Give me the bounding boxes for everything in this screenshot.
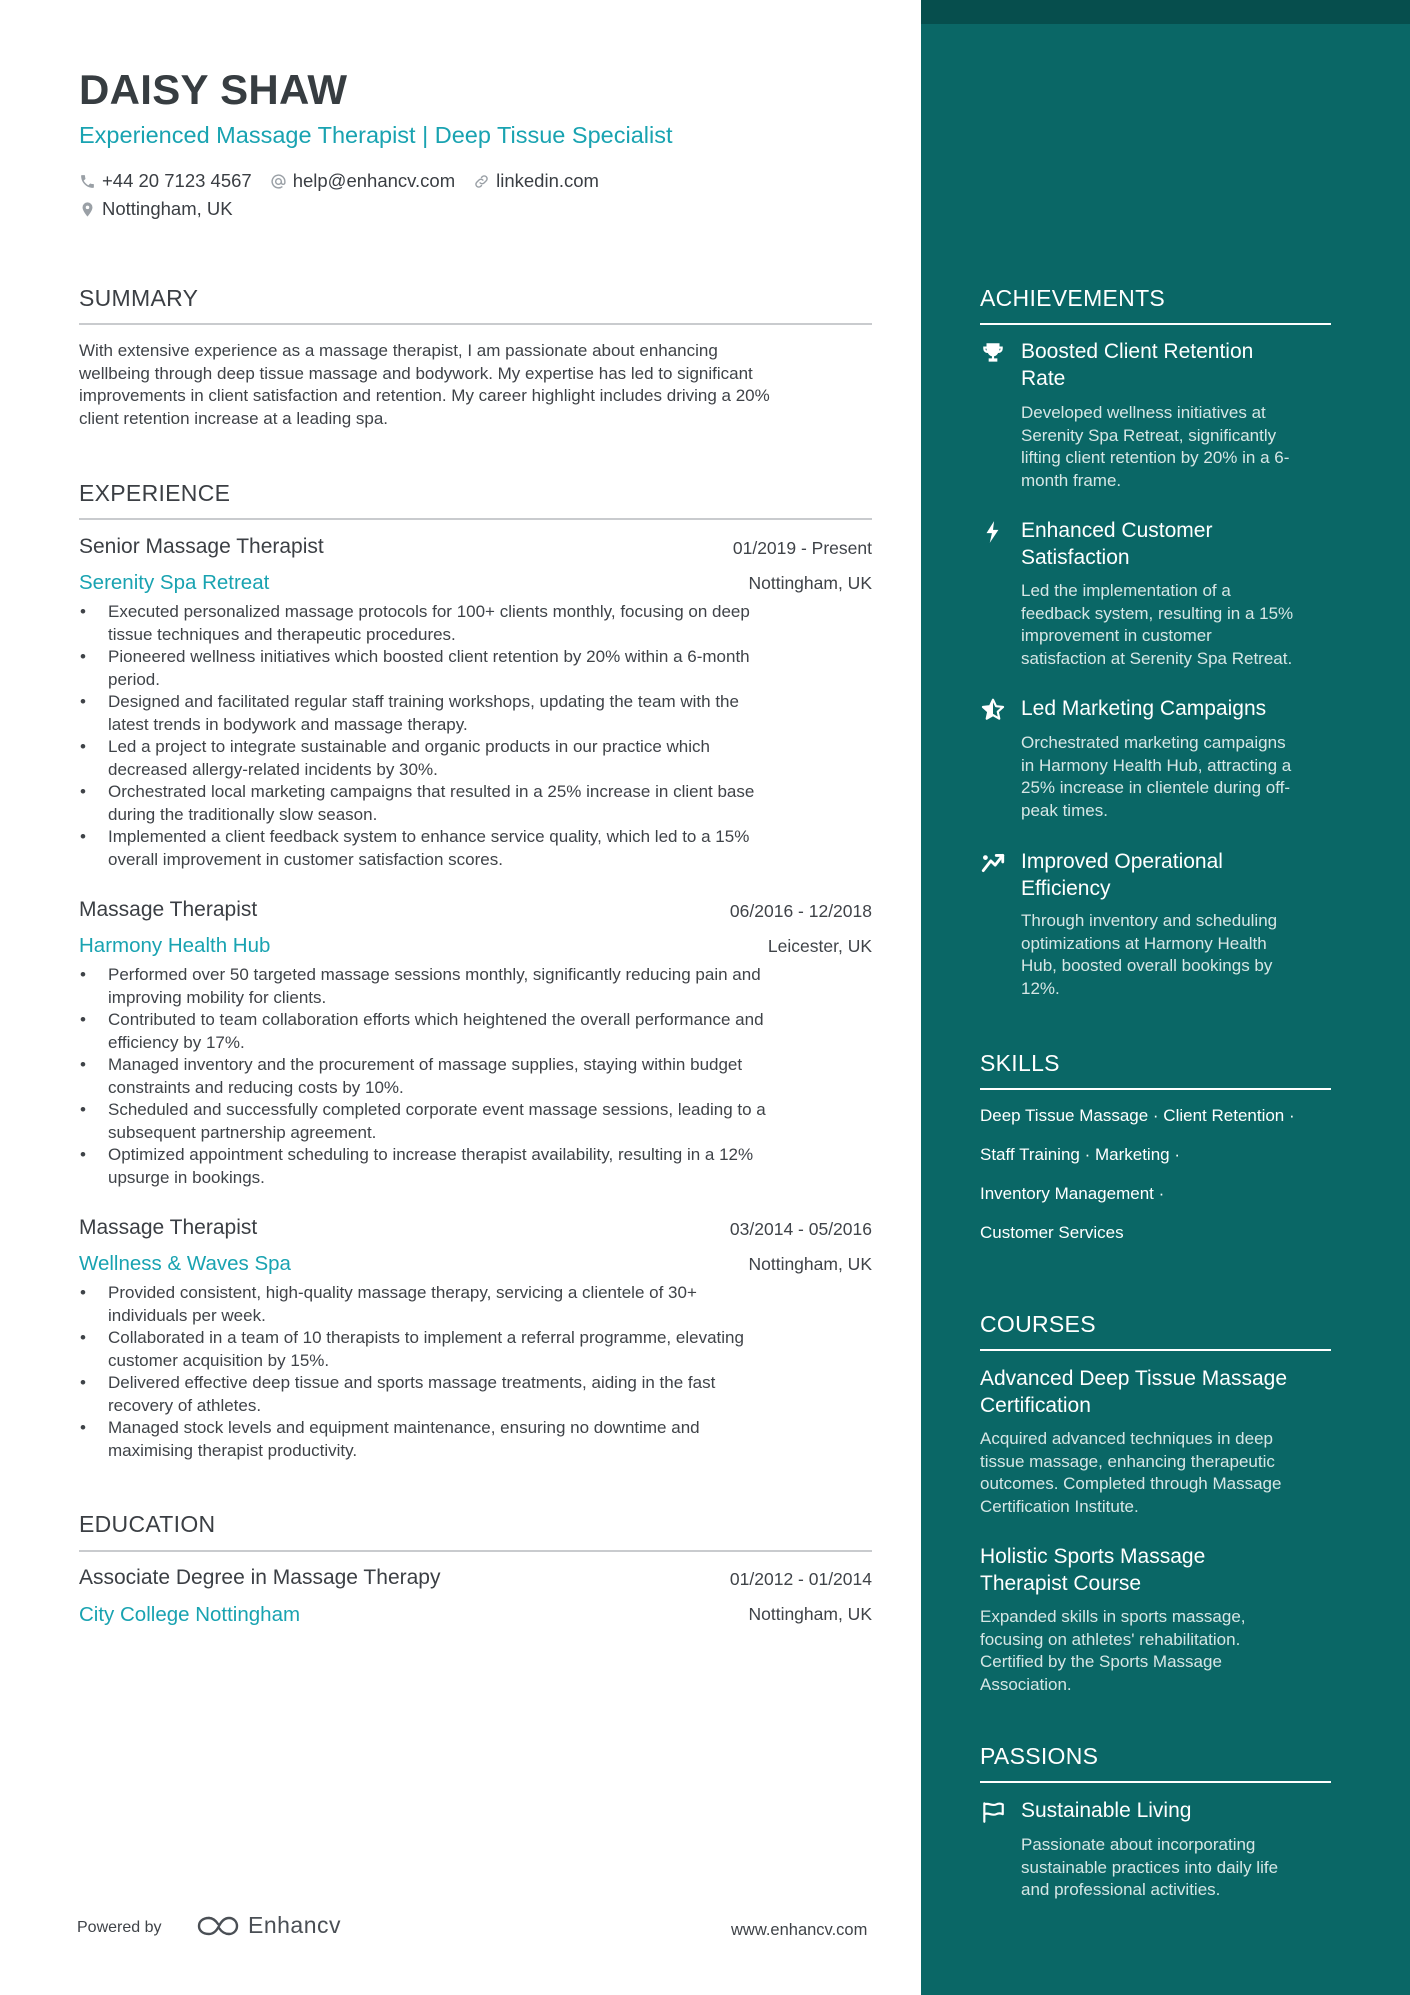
website-link[interactable]: www.enhancv.com	[731, 1921, 868, 1939]
job-bullet: • Delivered effective deep tissue and sports massage treatments, aiding in the fast recovery of athletes.	[79, 1372, 872, 1417]
enhancv-logo[interactable]	[196, 1912, 341, 1939]
job-location: Leicester, UK	[767, 936, 872, 956]
job-bullet: • Performed over 50 targeted massage sessions monthly, significantly reducing pain and improving mobility for clients.	[79, 964, 872, 1009]
summary-line: client retention increase at a leading spa.	[79, 408, 389, 428]
skills-line: Customer Services	[980, 1223, 1124, 1242]
passion-description: Passionate about incorporating sustainable practices into daily life and professional activities.	[1021, 1835, 1279, 1899]
job-dates: 01/2019 - Present	[732, 538, 872, 558]
job-bullet: • Executed personalized massage protocols for 100+ clients monthly, focusing on deep tissue techniques and therapeutic procedures.	[79, 601, 872, 646]
achievements-heading: ACHIEVEMENTS	[980, 285, 1166, 311]
passions-divider	[980, 1781, 1331, 1783]
phone-icon	[79, 173, 96, 190]
enhancv-logo-text: Enhancv	[248, 1912, 342, 1938]
job-bullet: • Contributed to team collaboration efforts which heightened the overall performance and efficiency by 17%.	[79, 1009, 872, 1054]
link-icon	[473, 173, 490, 190]
skills-line: Inventory Management ·	[980, 1184, 1165, 1203]
enhancv-logo-icon	[196, 1914, 240, 1938]
lightning-icon	[980, 519, 1006, 545]
job-title: Massage Therapist	[79, 1216, 258, 1239]
job-bullet: • Managed inventory and the procurement of massage supplies, staying within budget constraints and reducing costs by 10%.	[79, 1054, 872, 1099]
summary-text	[79, 340, 872, 430]
job-bullet: • Scheduled and successfully completed corporate event massage sessions, leading to a subsequent partnership agreement.	[79, 1099, 872, 1144]
job-dates: 06/2016 - 12/2018	[729, 901, 872, 921]
sidebar	[921, 0, 1410, 1995]
summary-line: wellbeing through deep tissue massage and bodywork. My expertise has led to significant	[79, 363, 753, 383]
skills-divider	[980, 1088, 1331, 1090]
job-bullet: • Pioneered wellness initiatives which boosted client retention by 20% within a 6-month period.	[79, 646, 872, 691]
achievements-divider	[980, 323, 1331, 325]
summary-divider	[79, 323, 872, 325]
at-icon	[270, 173, 287, 190]
course-description: Expanded skills in sports massage, focusing on athletes' rehabilitation. Certified by the Sports Massage Association.	[980, 1607, 1246, 1694]
course-title: Advanced Deep Tissue Massage Certification	[980, 1367, 1288, 1417]
contact-email	[270, 170, 455, 192]
powered-by-label: Powered by	[77, 1919, 162, 1936]
achievement-title: Enhanced Customer Satisfaction	[1021, 519, 1213, 569]
experience-heading: EXPERIENCE	[79, 480, 231, 506]
skills-heading: SKILLS	[980, 1050, 1060, 1076]
achievement-description: Developed wellness initiatives at Serenity Spa Retreat, significantly lifting client retention by 20% in a 6- month frame.	[1021, 403, 1290, 490]
experience-divider	[79, 518, 872, 520]
job-title: Massage Therapist	[79, 898, 258, 921]
job-bullet: • Implemented a client feedback system to enhance service quality, which led to a 15% overall improvement in customer satisfaction scores.	[79, 826, 872, 871]
job-company[interactable]: Harmony Health Hub	[79, 934, 271, 957]
job-company[interactable]: Serenity Spa Retreat	[79, 571, 270, 594]
job-bullet: • Designed and facilitated regular staff training workshops, updating the team with the latest trends in bodywork and massage therapy.	[79, 691, 872, 736]
job-bullet: • Provided consistent, high-quality massage therapy, servicing a clientele of 30+ individuals per week.	[79, 1282, 872, 1327]
passions-heading: PASSIONS	[980, 1743, 1099, 1769]
job-bullet: • Optimized appointment scheduling to increase therapist availability, resulting in a 12% upsurge in bookings.	[79, 1144, 872, 1189]
school-name[interactable]: City College Nottingham	[79, 1603, 301, 1626]
summary-heading: SUMMARY	[79, 285, 199, 311]
contact-row	[79, 170, 617, 192]
courses-heading: COURSES	[980, 1311, 1096, 1337]
location-text: Nottingham, UK	[102, 198, 233, 219]
achievement-title: Led Marketing Campaigns	[1021, 697, 1267, 720]
sidebar-top-band	[921, 0, 1410, 24]
education-heading: EDUCATION	[79, 1511, 216, 1537]
job-location: Nottingham, UK	[748, 573, 872, 593]
job-company[interactable]: Wellness & Waves Spa	[79, 1252, 291, 1275]
education-divider	[79, 1550, 872, 1552]
job-bullets	[79, 601, 872, 871]
school-location: Nottingham, UK	[748, 1604, 872, 1624]
job-bullets	[79, 1282, 872, 1462]
flag-icon	[980, 1799, 1006, 1825]
linkedin-link[interactable]: linkedin.com	[496, 170, 599, 191]
passion-title: Sustainable Living	[1021, 1799, 1192, 1822]
candidate-title: Experienced Massage Therapist | Deep Tissue Specialist	[79, 122, 673, 148]
contact-location	[79, 198, 233, 220]
trend-icon	[980, 850, 1006, 876]
achievement-description: Led the implementation of a feedback system, resulting in a 15% improvement in customer satisfaction at Serenity Spa Retreat.	[1021, 581, 1294, 668]
summary-line: improvements in client satisfaction and retention. My career highlight includes driving a 20%	[79, 386, 770, 405]
location-pin-icon	[79, 201, 96, 218]
degree-title: Associate Degree in Massage Therapy	[79, 1566, 441, 1589]
course-description: Acquired advanced techniques in deep tissue massage, enhancing therapeutic outcomes. Completed through Massage Certification Institute.	[980, 1429, 1282, 1516]
job-bullet: • Led a project to integrate sustainable and organic products in our practice which decreased allergy-related incidents by 30%.	[79, 736, 872, 781]
contact-linkedin	[473, 170, 599, 192]
job-location: Nottingham, UK	[748, 1254, 872, 1274]
skills-line: Deep Tissue Massage · Client Retention ·	[980, 1106, 1295, 1125]
phone-text[interactable]: +44 20 7123 4567	[102, 170, 252, 191]
skills-line: Staff Training · Marketing ·	[980, 1145, 1180, 1164]
email-link[interactable]: help@enhancv.com	[292, 170, 456, 191]
achievement-title: Improved Operational Efficiency	[1021, 850, 1223, 900]
candidate-name: DAISY SHAW	[79, 66, 348, 113]
contact-row-2	[79, 198, 251, 220]
job-bullet: • Orchestrated local marketing campaigns that resulted in a 25% increase in client base during the traditionally slow season.	[79, 781, 872, 826]
contact-phone	[79, 170, 252, 192]
courses-divider	[980, 1349, 1331, 1351]
achievement-title: Boosted Client Retention Rate	[1021, 340, 1254, 390]
achievement-description: Through inventory and scheduling optimizations at Harmony Health Hub, boosted overall bookings by 12%.	[1021, 911, 1278, 998]
job-bullet: • Collaborated in a team of 10 therapists to implement a referral programme, elevating customer acquisition by 15%.	[79, 1327, 872, 1372]
trophy-icon	[980, 340, 1006, 366]
job-bullets	[79, 964, 872, 1189]
job-bullet: • Managed stock levels and equipment maintenance, ensuring no downtime and maximising therapist productivity.	[79, 1417, 872, 1462]
star-icon	[980, 697, 1006, 723]
job-title: Senior Massage Therapist	[79, 535, 324, 558]
summary-line: With extensive experience as a massage therapist, I am passionate about enhancing	[79, 341, 718, 360]
education-dates: 01/2012 - 01/2014	[729, 1569, 872, 1589]
job-dates: 03/2014 - 05/2016	[729, 1219, 872, 1239]
achievement-description: Orchestrated marketing campaigns in Harmony Health Hub, attracting a 25% increase in clientele during off- peak times.	[1021, 733, 1292, 820]
course-title: Holistic Sports Massage Therapist Course	[980, 1545, 1206, 1595]
